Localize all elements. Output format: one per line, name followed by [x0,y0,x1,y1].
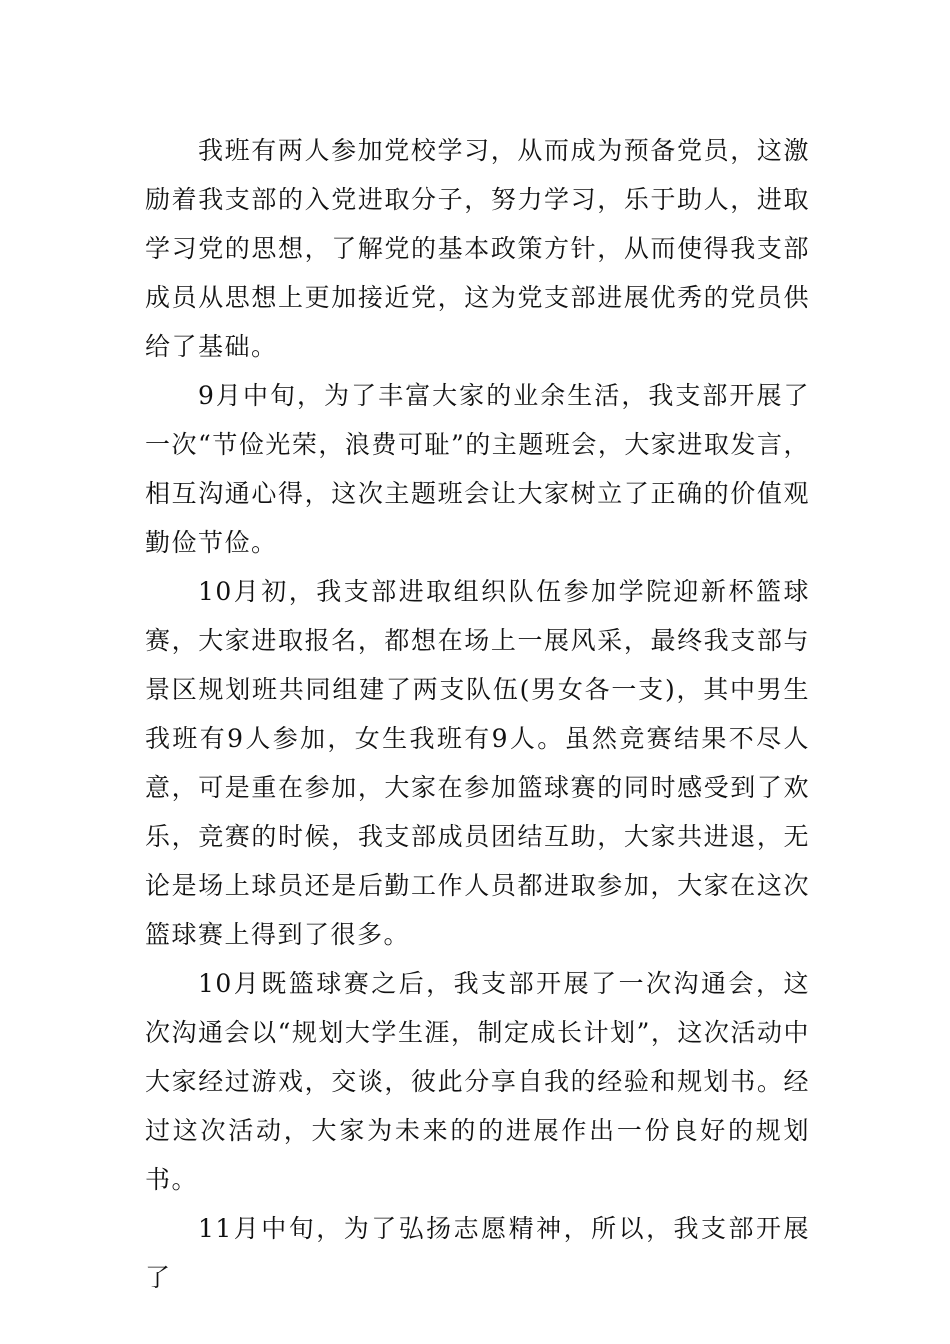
document-body [145,126,810,1302]
paragraph-class-meeting: 9月中旬，为了丰富大家的业余生活，我支部开展了一次“节俭光荣，浪费可耻”的主题班会，大家进取发言，相互沟通心得，这次主题班会让大家树立了正确的价值观勤俭节俭。 [145,381,810,557]
paragraph-communication-meeting: 10月既篮球赛之后，我支部开展了一次沟通会，这次沟通会以“规划大学生涯，制定成长计划”，这次活动中大家经过游戏，交谈，彼此分享自我的经验和规划书。经过这次活动，大家为未来的的进展作出一份良好的规划书。 [145,969,810,1194]
paragraph-volunteer: 11月中旬，为了弘扬志愿精神，所以，我支部开展了 [145,1214,810,1292]
paragraph-basketball: 10月初，我支部进取组织队伍参加学院迎新杯篮球赛，大家进取报名，都想在场上一展风采，最终我支部与景区规划班共同组建了两支队伍(男女各一支)，其中男生我班有9人参加，女生我班有9人。虽然竞赛结果不尽人意，可是重在参加，大家在参加篮球赛的同时感受到了欢乐，竞赛的时候，我支部成员团结互助，大家共进退，无论是场上球员还是后勤工作人员都进取参加，大家在这次篮球赛上得到了很多。 [145,577,810,949]
paragraph-party-school: 我班有两人参加党校学习，从而成为预备党员，这激励着我支部的入党进取分子，努力学习，乐于助人，进取学习党的思想，了解党的基本政策方针，从而使得我支部成员从思想上更加接近党，这为党支部进展优秀的党员供给了基础。 [145,136,810,361]
